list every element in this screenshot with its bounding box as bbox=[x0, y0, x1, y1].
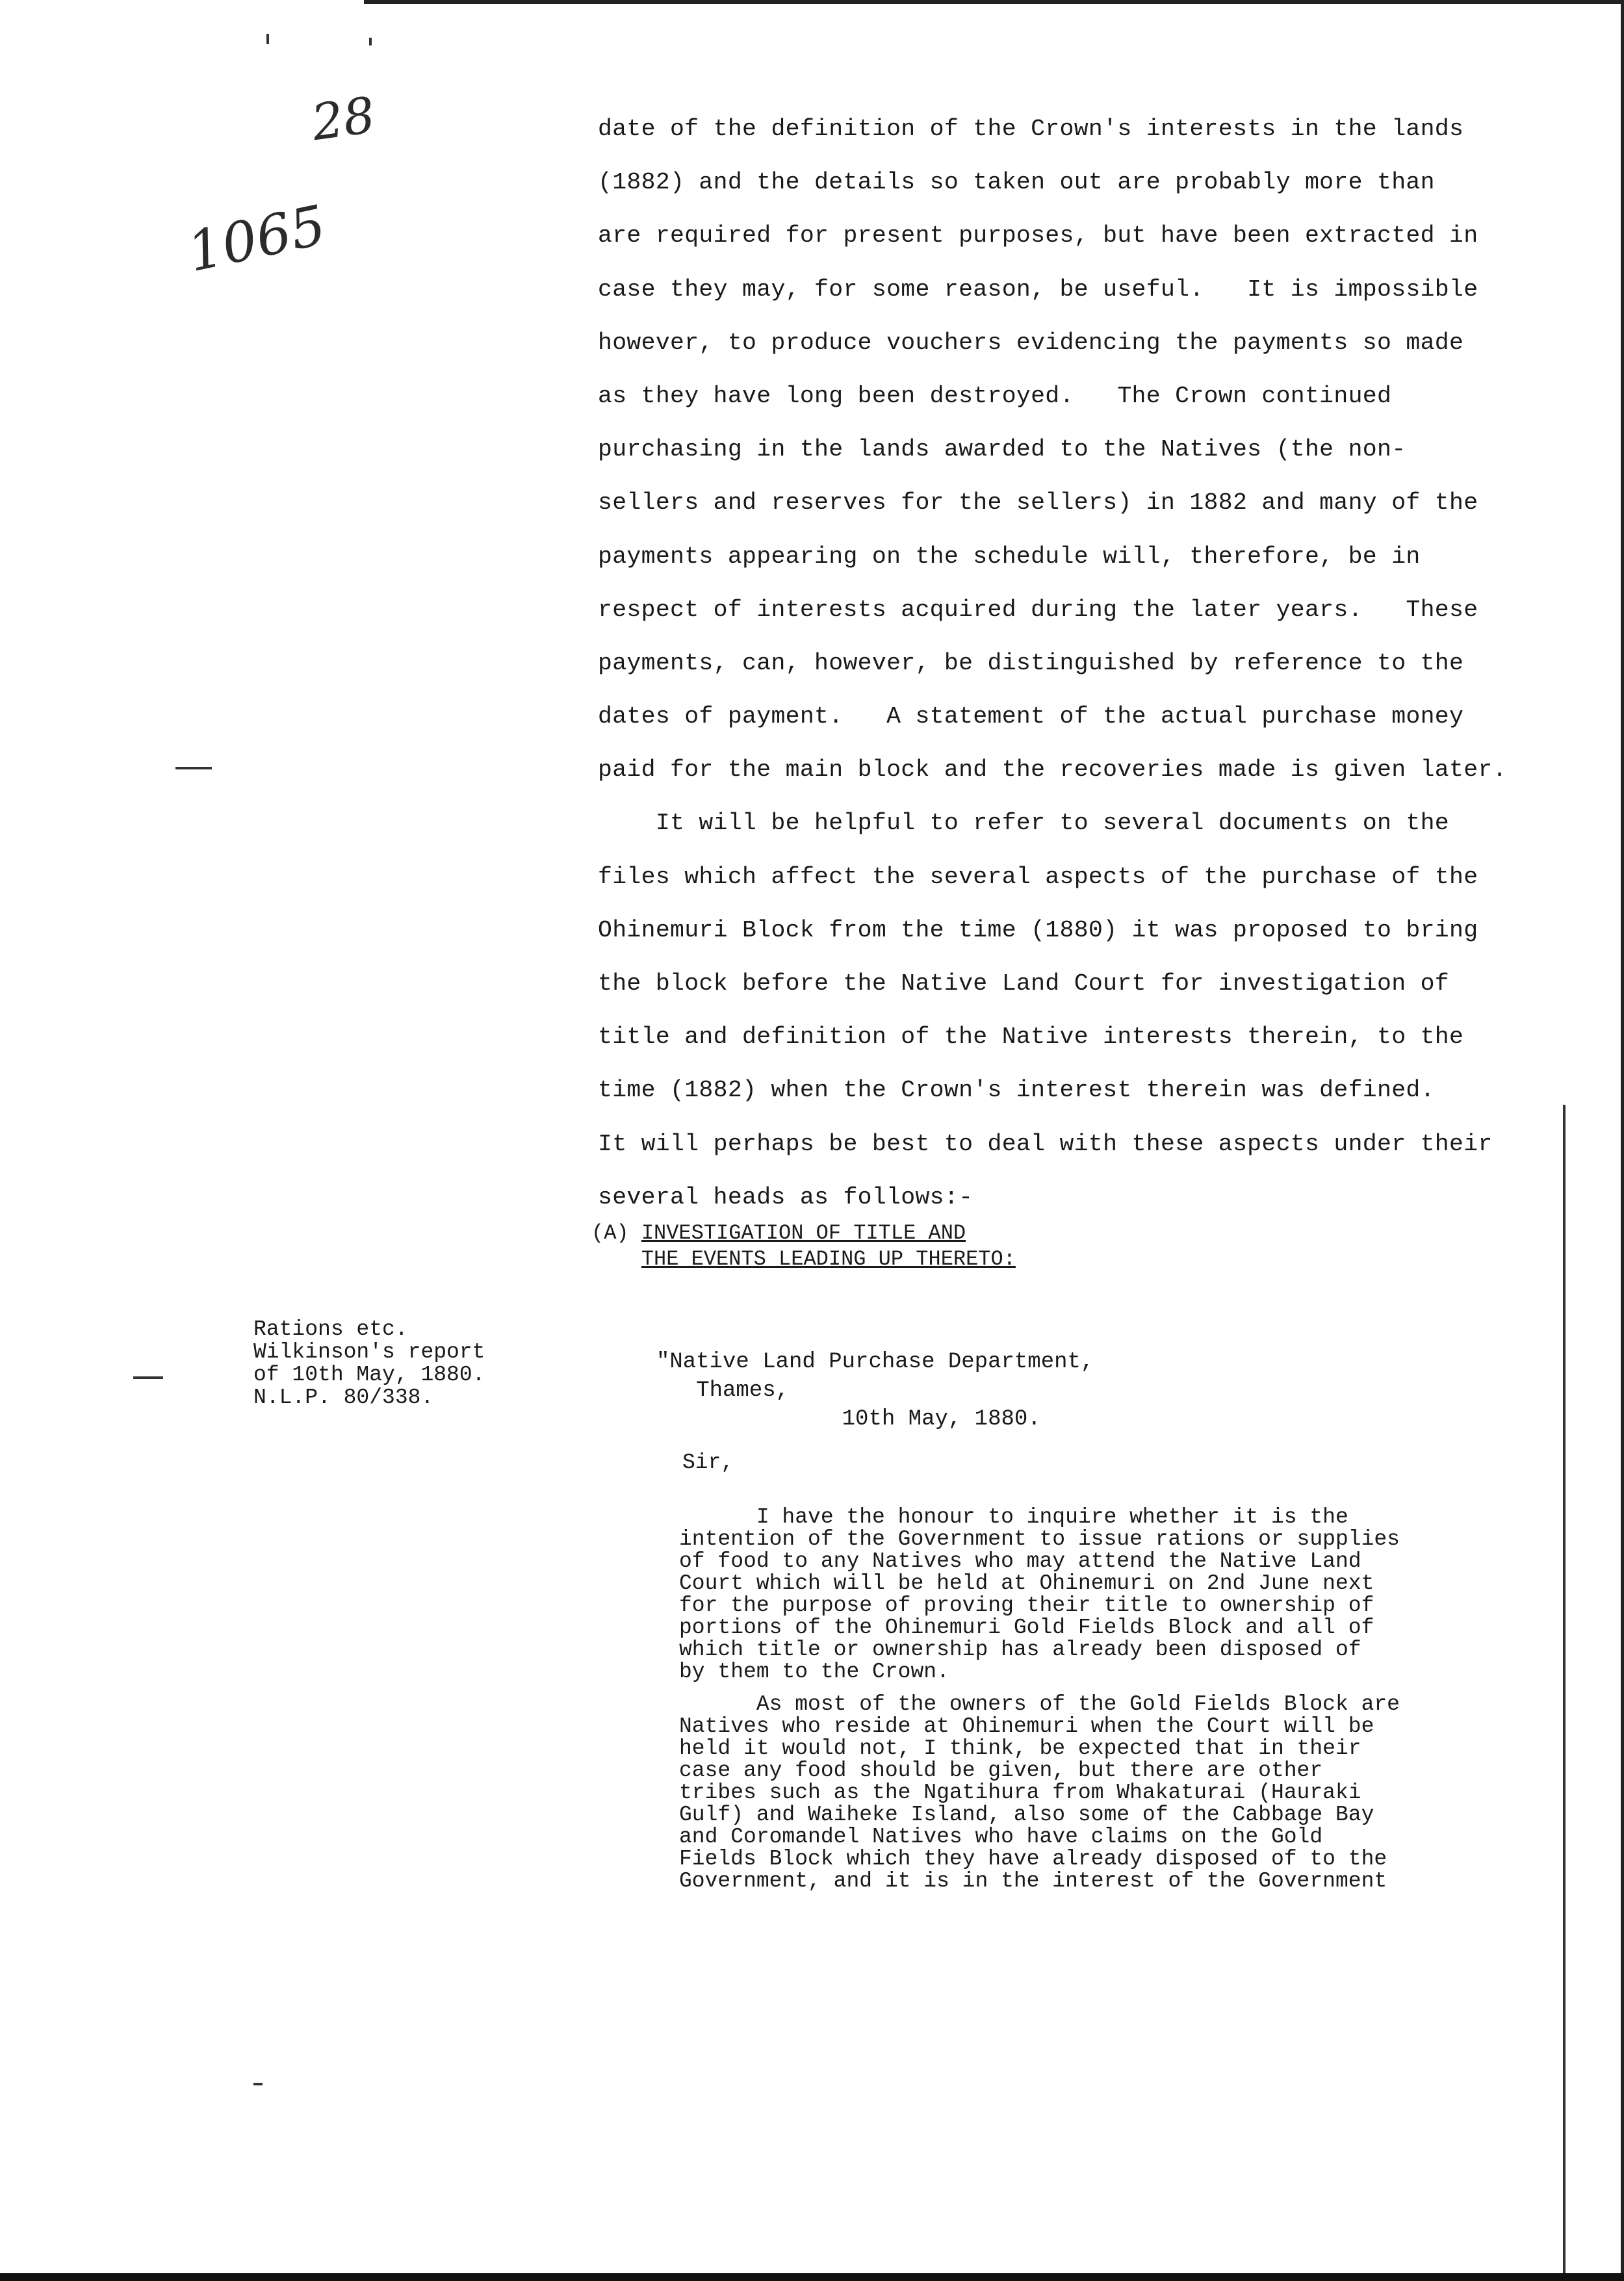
text-line: the block before the Native Land Court for investigation of bbox=[598, 970, 1450, 997]
text-line: dates of payment. A statement of the actual purchase money bbox=[598, 703, 1464, 730]
letter-salutation: Sir, bbox=[682, 1450, 734, 1475]
margin-note-line: N.L.P. 80/338. bbox=[253, 1385, 434, 1410]
margin-dash bbox=[253, 2083, 263, 2085]
letter-paragraph bbox=[679, 1506, 1586, 1683]
text-line: sellers and reserves for the sellers) in 1882 and many of the bbox=[598, 489, 1478, 517]
text-line: Fields Block which they have already disposed of to the bbox=[679, 1847, 1387, 1871]
handwritten-folio-number: 1065 bbox=[182, 192, 331, 285]
text-line: tribes such as the Ngatihura from Whakaturai (Hauraki bbox=[679, 1781, 1361, 1805]
scan-border-bottom bbox=[0, 2273, 1624, 2281]
margin-dash bbox=[133, 1376, 163, 1379]
text-line: intention of the Government to issue rations or supplies bbox=[679, 1527, 1400, 1551]
scan-border-top bbox=[364, 0, 1624, 4]
margin-note bbox=[253, 1318, 485, 1409]
section-heading-line-2: THE EVENTS LEADING UP THERETO: bbox=[641, 1247, 1016, 1271]
text-line: for the purpose of proving their title to ownership of bbox=[679, 1593, 1374, 1617]
scan-speck bbox=[369, 38, 372, 45]
text-line: time (1882) when the Crown's interest therein was defined. bbox=[598, 1077, 1435, 1104]
margin-dash bbox=[175, 767, 212, 769]
text-line: It will be helpful to refer to several documents on the bbox=[598, 810, 1450, 837]
letter-body bbox=[679, 1506, 1586, 1903]
text-line: case any food should be given, but there are other bbox=[679, 1759, 1323, 1783]
text-line: payments, can, however, be distinguished by reference to the bbox=[598, 649, 1464, 677]
letter-header-line: Thames, bbox=[656, 1378, 790, 1403]
section-heading bbox=[591, 1220, 1016, 1272]
text-line: are required for present purposes, but have been extracted in bbox=[598, 222, 1478, 250]
scan-border-right bbox=[1621, 0, 1624, 2281]
letter-header-line: 10th May, 1880. bbox=[656, 1407, 1041, 1432]
text-line: portions of the Ohinemuri Gold Fields Block and all of bbox=[679, 1616, 1374, 1640]
text-line: held it would not, I think, be expected that in their bbox=[679, 1736, 1361, 1760]
text-line: (1882) and the details so taken out are probably more than bbox=[598, 169, 1435, 196]
text-line: date of the definition of the Crown's interests in the lands bbox=[598, 116, 1464, 142]
margin-note-line: of 10th May, 1880. bbox=[253, 1363, 485, 1387]
text-line: which title or ownership has already been disposed of bbox=[679, 1638, 1361, 1662]
text-line: Gulf) and Waiheke Island, also some of the Cabbage Bay bbox=[679, 1803, 1374, 1827]
text-line: Government, and it is in the interest of the Government bbox=[679, 1869, 1387, 1893]
text-line: Ohinemuri Block from the time (1880) it was proposed to bring bbox=[598, 916, 1478, 944]
section-heading-line-1: INVESTIGATION OF TITLE AND bbox=[641, 1221, 966, 1245]
body-text bbox=[598, 103, 1586, 1224]
letter-header bbox=[656, 1348, 1094, 1434]
text-line: however, to produce vouchers evidencing the payments so made bbox=[598, 329, 1464, 356]
letter-paragraph bbox=[679, 1694, 1586, 1892]
text-line: payments appearing on the schedule will, therefore, be in bbox=[598, 543, 1421, 570]
text-line: of food to any Natives who may attend the Native Land bbox=[679, 1549, 1361, 1573]
margin-note-line: Rations etc. bbox=[253, 1317, 408, 1341]
text-line: As most of the owners of the Gold Fields Block are bbox=[679, 1692, 1400, 1716]
text-line: Court which will be held at Ohinemuri on 2nd June next bbox=[679, 1571, 1374, 1595]
text-line: purchasing in the lands awarded to the Natives (the non- bbox=[598, 436, 1406, 463]
text-line: case they may, for some reason, be useful. It is impossible bbox=[598, 276, 1478, 303]
margin-note-line: Wilkinson's report bbox=[253, 1340, 485, 1364]
text-line: It will perhaps be best to deal with these aspects under their bbox=[598, 1130, 1493, 1157]
text-line: and Coromandel Natives who have claims on the Gold bbox=[679, 1825, 1323, 1849]
text-line: Natives who reside at Ohinemuri when the Court will be bbox=[679, 1714, 1374, 1738]
handwritten-page-mark: 28 bbox=[308, 85, 379, 152]
text-line: respect of interests acquired during the later years. These bbox=[598, 596, 1478, 623]
section-heading-label: (A) bbox=[591, 1221, 629, 1245]
scan-speck bbox=[266, 34, 269, 44]
text-line: files which affect the several aspects of the purchase of the bbox=[598, 863, 1478, 890]
text-line: I have the honour to inquire whether it is the bbox=[679, 1505, 1348, 1529]
text-line: paid for the main block and the recoveries made is given later. bbox=[598, 756, 1507, 784]
text-line: as they have long been destroyed. The Crown continued bbox=[598, 382, 1392, 409]
text-line: by them to the Crown. bbox=[679, 1660, 949, 1684]
text-line: several heads as follows:- bbox=[598, 1183, 973, 1211]
letter-header-line: "Native Land Purchase Department, bbox=[656, 1350, 1094, 1374]
text-line: title and definition of the Native interests therein, to the bbox=[598, 1024, 1464, 1051]
